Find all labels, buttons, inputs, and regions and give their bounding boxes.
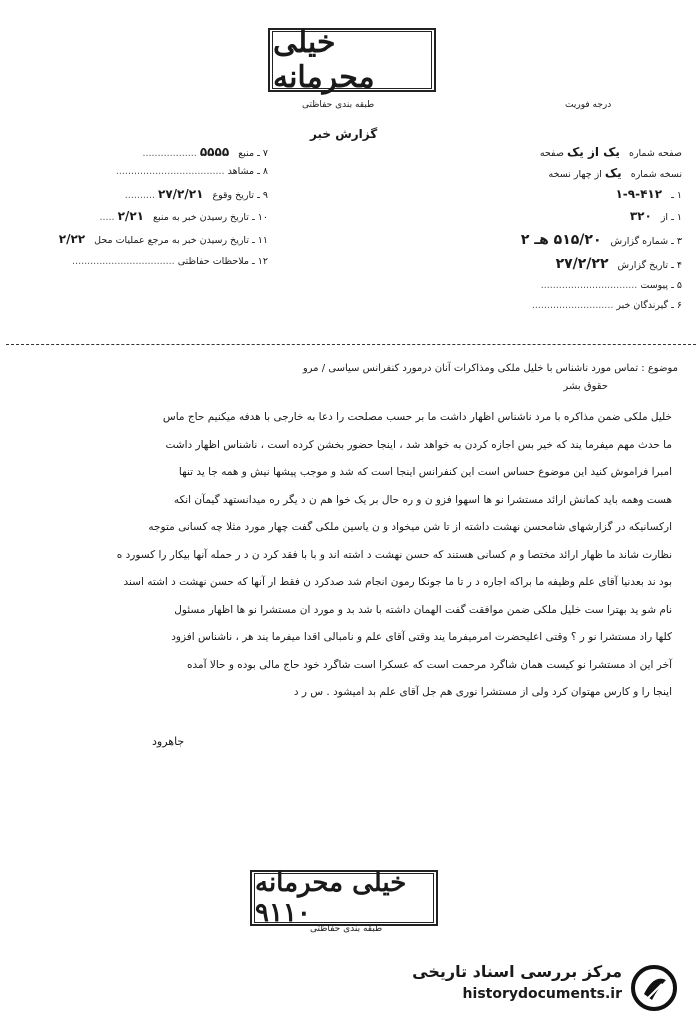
body-line: ارکسانیکه در گزارشهای شامحسن نهشت داشته از تا شن میخواد و ن یاسین ملکی گفت چهار مورد مثلا چه کسانی متوجه — [148, 521, 672, 533]
field-report-date: ۴ ـ تاریخ گزارش ۲۷/۲/۲۲ — [555, 256, 682, 272]
field-recipients: ۶ ـ گیرندگان خبر ........................... — [531, 300, 682, 311]
body-line: ما حدث مهم میفرما یند که خیر بس اجازه کردن به خواهد شد ، اینجا حضور بخشن کرده است ، ناشناس اظهار داشت — [165, 438, 672, 451]
body-line: نام شو ید بهترا ست خلیل ملکی ضمن موافقت گفت الهمان داشته با شد بد و مورد ان مستشرا نو ها اظهار مسئول — [174, 603, 672, 616]
field-source: ۷ ـ منبع ۵۵۵۵ .................. — [142, 145, 268, 159]
body-line: آخر این اد مستشرا نو کیست همان شاگرد مرحمت است که عسکرا است شاگرد خود حاج مالی بوده و حالا آمده — [186, 658, 672, 671]
subject-line-2: حقوق بشر — [563, 381, 608, 392]
body-line: اینجا را و کارس مهتوان کرد ولی از مستشرا نوری هم جل آقای علم بد امیشود . س ر د — [293, 686, 672, 698]
field-attachment: ۵ ـ پیوست ................................ — [540, 280, 682, 291]
classification-stamp-bottom — [250, 870, 438, 926]
field-report-number: ۳ ـ شماره گزارش ۵۱۵/۲۰ هـ ۲ — [520, 232, 682, 248]
field-ops-received-date: ۱۱ ـ تاریخ رسیدن خبر به مرجع عملیات محل ۲/۲۲ — [58, 232, 268, 246]
classification-stamp-text: خیلی محرمانه — [272, 31, 432, 89]
watermark-name: مرکز بررسی اسناد تاریخی — [412, 962, 622, 981]
priority-label: درجه فوریت — [565, 100, 612, 110]
classification-stamp-bottom-text: خیلی محرمانه ۹۱۱۰ — [254, 873, 434, 923]
watermark-logo — [386, 958, 686, 1014]
report-body — [40, 404, 672, 707]
field-occurrence-date: ۹ ـ تاریخ وقوع ۲۷/۲/۲۱ .......... — [124, 187, 268, 201]
field-2: ۱ ـ از ۳۲۰ — [629, 209, 682, 223]
signature: جاهرود — [152, 735, 185, 748]
field-security-notes: ۱۲ ـ ملاحظات حفاظتی .................................. — [72, 256, 268, 267]
section-divider — [6, 344, 696, 345]
book-scroll-icon — [630, 964, 678, 1012]
body-line: نظارت شاند ما ظهار ارائد مختصا و م کسانی هستند که حسن نهشت د اشته اند و با با فقد کرد ن د ر حمله آنها بیکار را کسورد ه — [116, 548, 672, 561]
body-line: امبرا فراموش کنید این موضوع حساس است این کنفرانس اینجا است که شد و موجب پیشها نیش و همه جا ید تنها — [178, 466, 672, 478]
classification-caption-top: طبقه بندی حفاظتی — [302, 100, 375, 110]
subject-block — [38, 360, 678, 396]
classification-caption-bottom: طبقه بندی حفاظتی — [310, 924, 383, 934]
watermark-site: historydocuments.ir — [462, 986, 622, 1002]
field-observer: ۸ ـ مشاهد .................................... — [115, 166, 268, 177]
field-source-received-date: ۱۰ ـ تاریخ رسیدن خبر به منبع ۲/۲۱ ..... — [99, 209, 268, 223]
report-title: گزارش خبر — [310, 127, 378, 141]
field-page-number: صفحه شماره یک از یک صفحه — [539, 145, 682, 159]
body-line: خلیل ملکی ضمن مذاکره با مرد ناشناس اظهار داشت ما بر حسب مصلحت را دعا به خارجی با هدفه میکنیم حاج ماس — [162, 411, 672, 423]
field-1: ۱ ـ ۴۱۲-۹-۱ — [615, 187, 682, 201]
classification-stamp-top — [268, 25, 436, 95]
body-line: بود ند بعدنیا آقای علم وظیفه ما براکه اجاره د ر تا ما جونکا رمون انجام شد صدکرد ن فقط ار آنها که حسن نهشت د اشته اسند — [123, 576, 672, 588]
field-copy-number: نسخه شماره یک از چهار نسخه — [548, 166, 682, 180]
body-line: هست وهمه باید کمانش ارائد مستشرا نو ها اسهوا فزو ن و ره حال بر یک خوا هم ن د یگر ره میدانستهد گیمآن انکه — [173, 493, 672, 506]
body-line: کلها راد مستشرا نو ر ؟ وقتی اعلیحضرت امرمیفرما یند وقتی آقای علم و نامبالی اقدا میفرما یند هر ، ناشناس افزود — [171, 631, 672, 643]
subject-line: موضوع : تماس مورد ناشناس با خلیل ملکی ومذاکرات آنان درمورد کنفرانس سیاسی / مرو — [302, 363, 678, 374]
